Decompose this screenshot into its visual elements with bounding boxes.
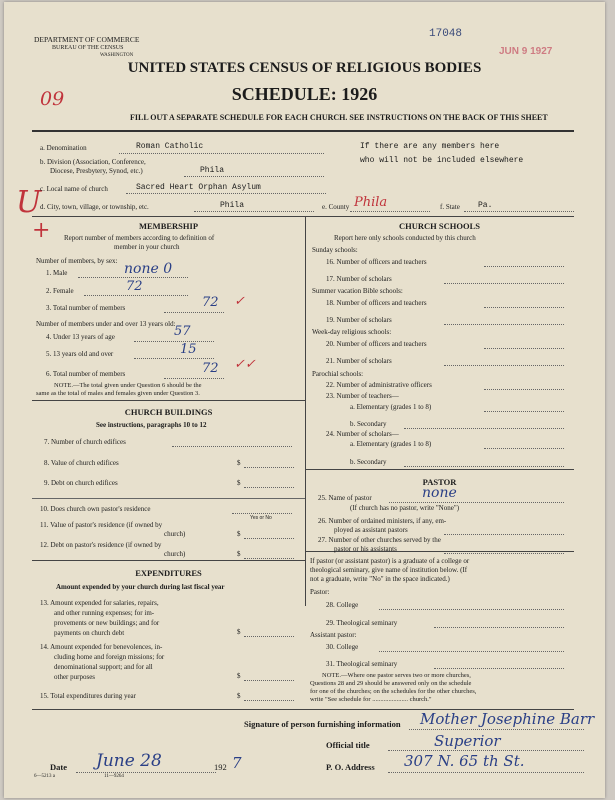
- grad-note-2: theological seminary, give name of institution below. (If: [310, 566, 468, 574]
- yes-no-hint: Yes or No: [250, 515, 272, 521]
- mark-u: U: [16, 185, 42, 220]
- mark-plus: +: [32, 218, 51, 243]
- q2-line: [84, 295, 188, 296]
- q24b-line: [404, 466, 564, 467]
- denomination-value: Roman Catholic: [136, 142, 204, 151]
- by-sex-label: Number of members, by sex:: [36, 257, 118, 265]
- q26-label: 26. Number of ordained ministers, if any, em-: [318, 517, 447, 525]
- date-label: Date: [50, 762, 67, 772]
- q26-label-2: ployed as assistant pastors: [334, 526, 408, 534]
- q1-value: none 0: [124, 261, 173, 277]
- q2-value: 72: [126, 279, 143, 294]
- q14-line-4: other purposes: [54, 673, 96, 681]
- date-line: [76, 772, 216, 773]
- official-title-value: Superior: [434, 732, 501, 750]
- q31-line: [434, 668, 564, 669]
- q24b-label: b. Secondary: [350, 458, 387, 466]
- q3-label: 3. Total number of members: [46, 304, 126, 312]
- division-line: [184, 176, 324, 177]
- print-number: 11—9264: [104, 774, 124, 779]
- q17-line: [444, 283, 564, 284]
- q14-field: [244, 680, 294, 681]
- q13-label: [40, 598, 159, 638]
- pastor-note-1: NOTE.—Where one pastor serves two or more churches,: [322, 672, 471, 679]
- schools-title: CHURCH SCHOOLS: [399, 221, 480, 231]
- q13-line-3: provements or new buildings; and for: [54, 619, 160, 627]
- mark-09: 09: [40, 88, 65, 110]
- signature-value: Mother Josephine Barr: [420, 710, 595, 728]
- grad-note-1: If pastor (or assistant pastor) is a graduate of a college or: [310, 557, 470, 565]
- local-name-line: [126, 193, 326, 194]
- q21-label: 21. Number of scholars: [326, 357, 392, 365]
- q11-label-2: church): [164, 530, 186, 538]
- membership-intro-1: Report number of members according to definition of: [64, 234, 215, 242]
- q4-line: [134, 341, 214, 342]
- q1-label: 1. Male: [46, 269, 68, 277]
- official-title-line: [388, 750, 584, 751]
- q12-label: 12. Debt on pastor's residence (if owned by: [40, 541, 162, 549]
- q6-label: 6. Total number of members: [46, 370, 126, 378]
- city-label: d. City, town, village, or township, etc.: [40, 203, 149, 211]
- dept-label: DEPARTMENT OF COMMERCE: [34, 35, 140, 44]
- q5-value: 15: [180, 342, 197, 357]
- pastor-note-4: write "See schedule for ...................... church.": [310, 696, 432, 703]
- q27-label-2: pastor or his assistants: [334, 545, 397, 553]
- q26-line: [444, 534, 564, 535]
- q7-label: 7. Number of church edifices: [44, 438, 126, 446]
- q1-line: [78, 277, 188, 278]
- q27-line: [444, 553, 564, 554]
- q16-line: [484, 266, 564, 267]
- parochial-label: Parochial schools:: [312, 370, 364, 378]
- state-label: f. State: [440, 203, 460, 211]
- q25-line: [389, 502, 564, 503]
- buildings-title: CHURCH BUILDINGS: [124, 407, 213, 417]
- membership-note-2: same as the total of males and females given under Question 3.: [36, 390, 200, 397]
- signature-label: Signature of person furnishing information: [244, 719, 401, 729]
- q9-line: [244, 487, 294, 488]
- q11-label: 11. Value of pastor's residence (if owned by: [40, 521, 163, 529]
- membership-intro-2: member in your church: [114, 243, 180, 251]
- q28-label: 28. College: [326, 601, 359, 609]
- q14-line-3: denominational support; and for all: [54, 663, 153, 671]
- q15-label: 15. Total expenditures during year: [40, 692, 136, 700]
- q10-label: 10. Does church own pastor's residence: [40, 505, 151, 513]
- q14-line-1: 14. Amount expended for benevolences, in-: [40, 643, 163, 651]
- header-rule: [32, 130, 574, 132]
- rule-expend: [32, 560, 305, 561]
- q20-label: 20. Number of officers and teachers: [326, 340, 427, 348]
- typed-note-1: If there are any members here: [360, 142, 500, 151]
- q8-line: [244, 467, 294, 468]
- schools-intro: Report here only schools conducted by this church: [334, 234, 476, 242]
- q25-label: 25. Name of pastor: [318, 494, 372, 502]
- grid-center: [305, 216, 306, 606]
- q24a-line: [484, 448, 564, 449]
- q13-dollar: $: [237, 628, 241, 636]
- q18-label: 18. Number of officers and teachers: [326, 299, 427, 307]
- city-line: [194, 211, 314, 212]
- address-line: [388, 772, 584, 773]
- q13-line-1: 13. Amount expended for salaries, repairs,: [40, 599, 159, 607]
- bureau-label: BUREAU OF THE CENSUS: [52, 45, 124, 51]
- q28-line: [379, 609, 564, 610]
- q5-label: 5. 13 years old and over: [46, 350, 114, 358]
- q2-label: 2. Female: [46, 287, 74, 295]
- expenditures-sub: Amount expended by your church during last fiscal year: [56, 583, 225, 591]
- q17-label: 17. Number of scholars: [326, 275, 392, 283]
- q30-line: [379, 651, 564, 652]
- rule-residence: [32, 498, 305, 499]
- q24-label: 24. Number of scholars—: [326, 430, 399, 438]
- q11-line: [244, 538, 294, 539]
- membership-note-1: NOTE.—The total given under Question 6 should be the: [54, 382, 202, 389]
- official-title-label: Official title: [326, 740, 370, 750]
- q14-dollar: $: [237, 672, 241, 680]
- summer-label: Summer vacation Bible schools:: [312, 287, 403, 295]
- form-title: UNITED STATES CENSUS OF RELIGIOUS BODIES: [127, 60, 482, 76]
- q15-dollar: $: [237, 692, 241, 700]
- denomination-line: [119, 153, 324, 154]
- q14-line-2: cluding home and foreign missions; for: [54, 653, 165, 661]
- q21-line: [444, 365, 564, 366]
- q25-value: none: [422, 485, 457, 501]
- county-label: e. County: [322, 203, 350, 211]
- sunday-label: Sunday schools:: [312, 246, 358, 254]
- q12-line: [244, 558, 294, 559]
- city-value: Phila: [220, 201, 245, 210]
- q8-dollar: $: [237, 459, 241, 467]
- q4-label: 4. Under 13 years of age: [46, 333, 115, 341]
- pastor-title: PASTOR: [422, 477, 457, 487]
- q24a-label: a. Elementary (grades 1 to 8): [350, 440, 432, 448]
- q8-label: 8. Value of church edifices: [44, 459, 119, 467]
- q5-line: [134, 358, 214, 359]
- grid-top: [32, 216, 574, 217]
- weekday-label: Week-day religious schools:: [312, 328, 392, 336]
- expenditures-title: EXPENDITURES: [135, 568, 202, 578]
- rule-buildings: [32, 400, 305, 401]
- q3-line: [164, 312, 224, 313]
- q19-line: [444, 324, 564, 325]
- q12-label-2: church): [164, 550, 186, 558]
- received-stamp: JUN 9 1927: [499, 46, 553, 57]
- address-value: 307 N. 65 th St.: [404, 752, 525, 770]
- county-line: [350, 211, 430, 212]
- address-label: P. O. Address: [326, 762, 375, 772]
- local-name-value: Sacred Heart Orphan Asylum: [136, 183, 261, 192]
- q10-line: [232, 513, 292, 514]
- denomination-label: a. Denomination: [40, 144, 87, 152]
- grad-note-3: not a graduate, write "No" in the space indicated.): [310, 575, 450, 583]
- q6-value: 72: [202, 361, 219, 376]
- q23b-line: [404, 428, 564, 429]
- local-name-label: c. Local name of church: [40, 185, 108, 193]
- pastor-subhead: Pastor:: [310, 588, 330, 596]
- q7-line: [172, 446, 292, 447]
- q13-field: [244, 636, 294, 637]
- year-value: 7: [232, 754, 242, 772]
- q16-label: 16. Number of officers and teachers: [326, 258, 427, 266]
- serial-number: 17048: [429, 28, 463, 40]
- division-value: Phila: [200, 166, 225, 175]
- age-intro: Number of members under and over 13 years old:: [36, 320, 176, 328]
- q30-label: 30. College: [326, 643, 359, 651]
- q13-line-2: and other running expenses; for im-: [54, 609, 155, 617]
- q25-note: (If church has no pastor, write "None"): [350, 504, 460, 512]
- form-number: 6—5213 a: [34, 774, 55, 779]
- q20-line: [484, 348, 564, 349]
- date-value: June 28: [96, 751, 162, 771]
- q4-value: 57: [174, 324, 191, 339]
- q22-line: [484, 389, 564, 390]
- q31-label: 31. Theological seminary: [326, 660, 398, 668]
- q29-line: [434, 627, 564, 628]
- q23-label: 23. Number of teachers—: [326, 392, 399, 400]
- q14-label: [40, 642, 164, 682]
- q6-check: ✓✓: [234, 357, 256, 372]
- state-line: [464, 211, 574, 212]
- q23b-label: b. Secondary: [350, 420, 387, 428]
- division-label-2: Diocese, Presbytery, Synod, etc.): [50, 167, 143, 175]
- city-label: WASHINGTON: [100, 53, 134, 58]
- q3-value: 72: [202, 295, 219, 310]
- buildings-sub: See instructions, paragraphs 10 to 12: [96, 421, 207, 429]
- county-value: Phila: [354, 195, 388, 210]
- typed-note-2: who will not be included elsewhere: [360, 156, 524, 165]
- state-value: Pa.: [478, 201, 493, 210]
- q23a-label: a. Elementary (grades 1 to 8): [350, 403, 432, 411]
- membership-title: MEMBERSHIP: [138, 221, 199, 231]
- q3-check: ✓: [234, 294, 245, 309]
- year-prefix: 192: [214, 762, 227, 772]
- q6-line: [164, 378, 224, 379]
- division-label: b. Division (Association, Conference,: [40, 158, 146, 166]
- asst-subhead: Assistant pastor:: [310, 631, 357, 639]
- q12-dollar: $: [237, 550, 241, 558]
- q13-line-4: payments on church debt: [54, 629, 125, 637]
- q27-label: 27. Number of other churches served by the: [318, 536, 441, 544]
- form-subtitle: SCHEDULE: 1926: [231, 84, 378, 104]
- q11-dollar: $: [237, 530, 241, 538]
- pastor-note-2: Questions 28 and 29 should be answered only on the schedule: [310, 680, 472, 687]
- q29-label: 29. Theological seminary: [326, 619, 398, 627]
- q22-label: 22. Number of administrative officers: [326, 381, 432, 389]
- q9-dollar: $: [237, 479, 241, 487]
- signature-line: [409, 729, 584, 730]
- rule-pastor: [305, 469, 574, 470]
- q9-label: 9. Debt on church edifices: [44, 479, 118, 487]
- census-schedule-page: [4, 2, 605, 798]
- instructions: FILL OUT A SEPARATE SCHEDULE FOR EACH CHURCH. SEE INSTRUCTIONS ON THE BACK OF THIS SHEET: [130, 113, 548, 122]
- q23a-line: [484, 411, 564, 412]
- q15-field: [244, 700, 294, 701]
- q19-label: 19. Number of scholars: [326, 316, 392, 324]
- q18-line: [484, 307, 564, 308]
- pastor-note-3: for one of the churches; on the schedules for the other churches,: [310, 688, 477, 695]
